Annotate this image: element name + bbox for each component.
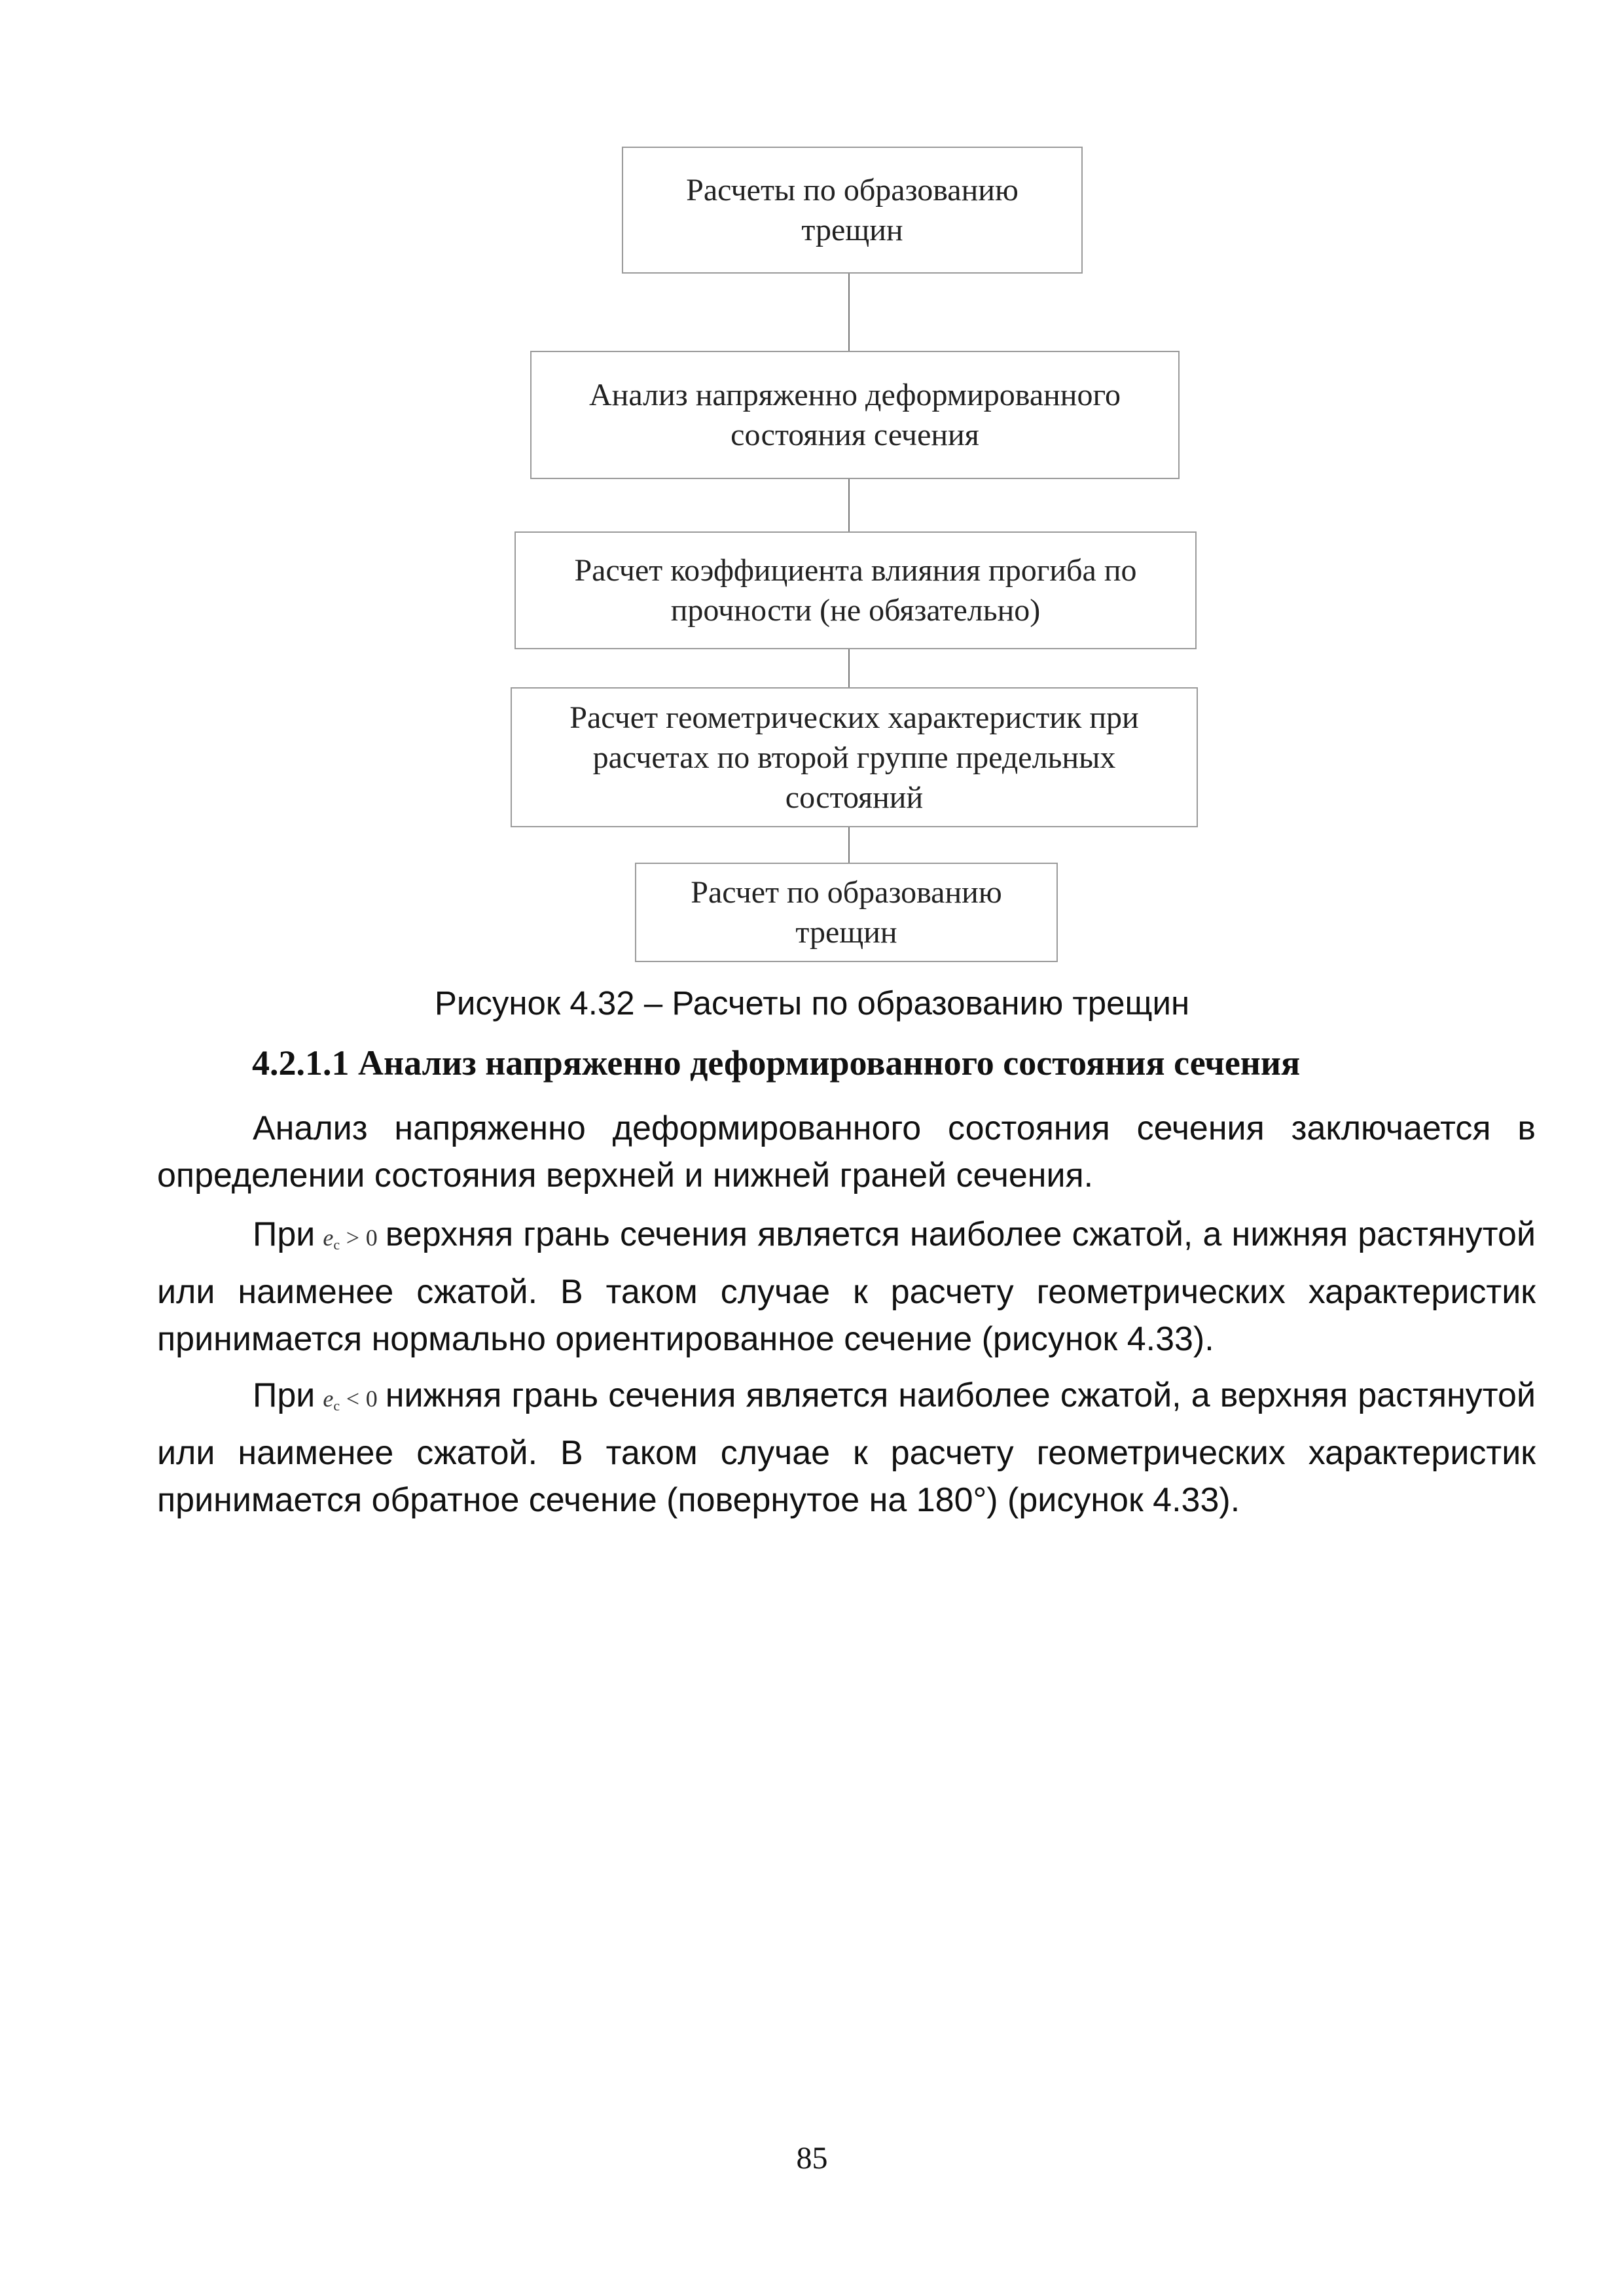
flowchart-box-3-line-2: прочности (не обязательно) bbox=[670, 593, 1041, 628]
page-number: 85 bbox=[796, 2141, 828, 2176]
math-subscript: c bbox=[333, 1397, 340, 1414]
flowchart-box-4-line-2: расчетах по второй группе предельных bbox=[592, 740, 1116, 775]
flowchart-box-4 bbox=[511, 687, 1198, 827]
flowchart-box-3-line-1: Расчет коэффициента влияния прогиба по bbox=[574, 553, 1137, 588]
math-variable: e bbox=[323, 1386, 334, 1412]
connector-line-2 bbox=[848, 478, 850, 533]
paragraph-2-lead: При bbox=[253, 1215, 316, 1253]
connector-line-3 bbox=[848, 648, 850, 689]
math-expression-ec-negative bbox=[323, 1386, 377, 1412]
paragraph-1: Анализ напряженно деформированного состояния сечения заключается в определении состояния верхней и нижней граней сечения. bbox=[157, 1109, 1536, 1194]
flowchart-box-5-line-2: трещин bbox=[795, 915, 897, 950]
figure-caption: Рисунок 4.32 – Расчеты по образованию трещин bbox=[434, 984, 1190, 1022]
flowchart-box-5-line-1: Расчет по образованию bbox=[691, 875, 1002, 910]
math-subscript: c bbox=[333, 1236, 340, 1253]
flowchart-box-4-line-1: Расчет геометрических характеристик при bbox=[569, 700, 1139, 735]
connector-line-1 bbox=[848, 272, 850, 352]
flowchart-box-4-line-3: состояний bbox=[785, 780, 924, 815]
paragraph-3-text: нижняя грань сечения является наиболее сжатой, а верхняя растянутой или наименее сжатой. В таком случае к расчету геометрических характеристик принимается обратное сечение (повернутое на 180°) (рисунок 4.33). bbox=[157, 1376, 1536, 1519]
math-variable: e bbox=[323, 1225, 334, 1251]
math-relation: > 0 bbox=[346, 1225, 378, 1251]
math-relation: < 0 bbox=[346, 1386, 378, 1412]
flowchart-box-1-line-2: трещин bbox=[801, 213, 903, 247]
math-expression-ec-positive bbox=[323, 1225, 377, 1251]
connector-line-4 bbox=[848, 826, 850, 864]
flowchart-box-5 bbox=[635, 863, 1058, 962]
paragraph-3 bbox=[157, 1372, 1536, 1524]
flowchart-box-2-line-2: состояния сечения bbox=[731, 418, 979, 452]
flowchart-box-2 bbox=[530, 351, 1180, 479]
paragraph-2 bbox=[157, 1211, 1536, 1363]
paragraph-2-text: верхняя грань сечения является наиболее сжатой, а нижняя растянутой или наименее сжатой. В таком случае к расчету геометрических характеристик принимается нормально ориентированное сечение (рисунок 4.33). bbox=[157, 1215, 1536, 1358]
flowchart-box-1 bbox=[622, 147, 1083, 274]
section-heading: 4.2.1.1 Анализ напряженно деформированного состояния сечения bbox=[252, 1043, 1301, 1083]
paragraph-3-lead: При bbox=[253, 1376, 316, 1414]
flowchart-box-1-line-1: Расчеты по образованию bbox=[686, 173, 1019, 207]
flowchart-box-2-line-1: Анализ напряженно деформированного bbox=[589, 378, 1121, 412]
flowchart-box-3 bbox=[514, 531, 1197, 649]
